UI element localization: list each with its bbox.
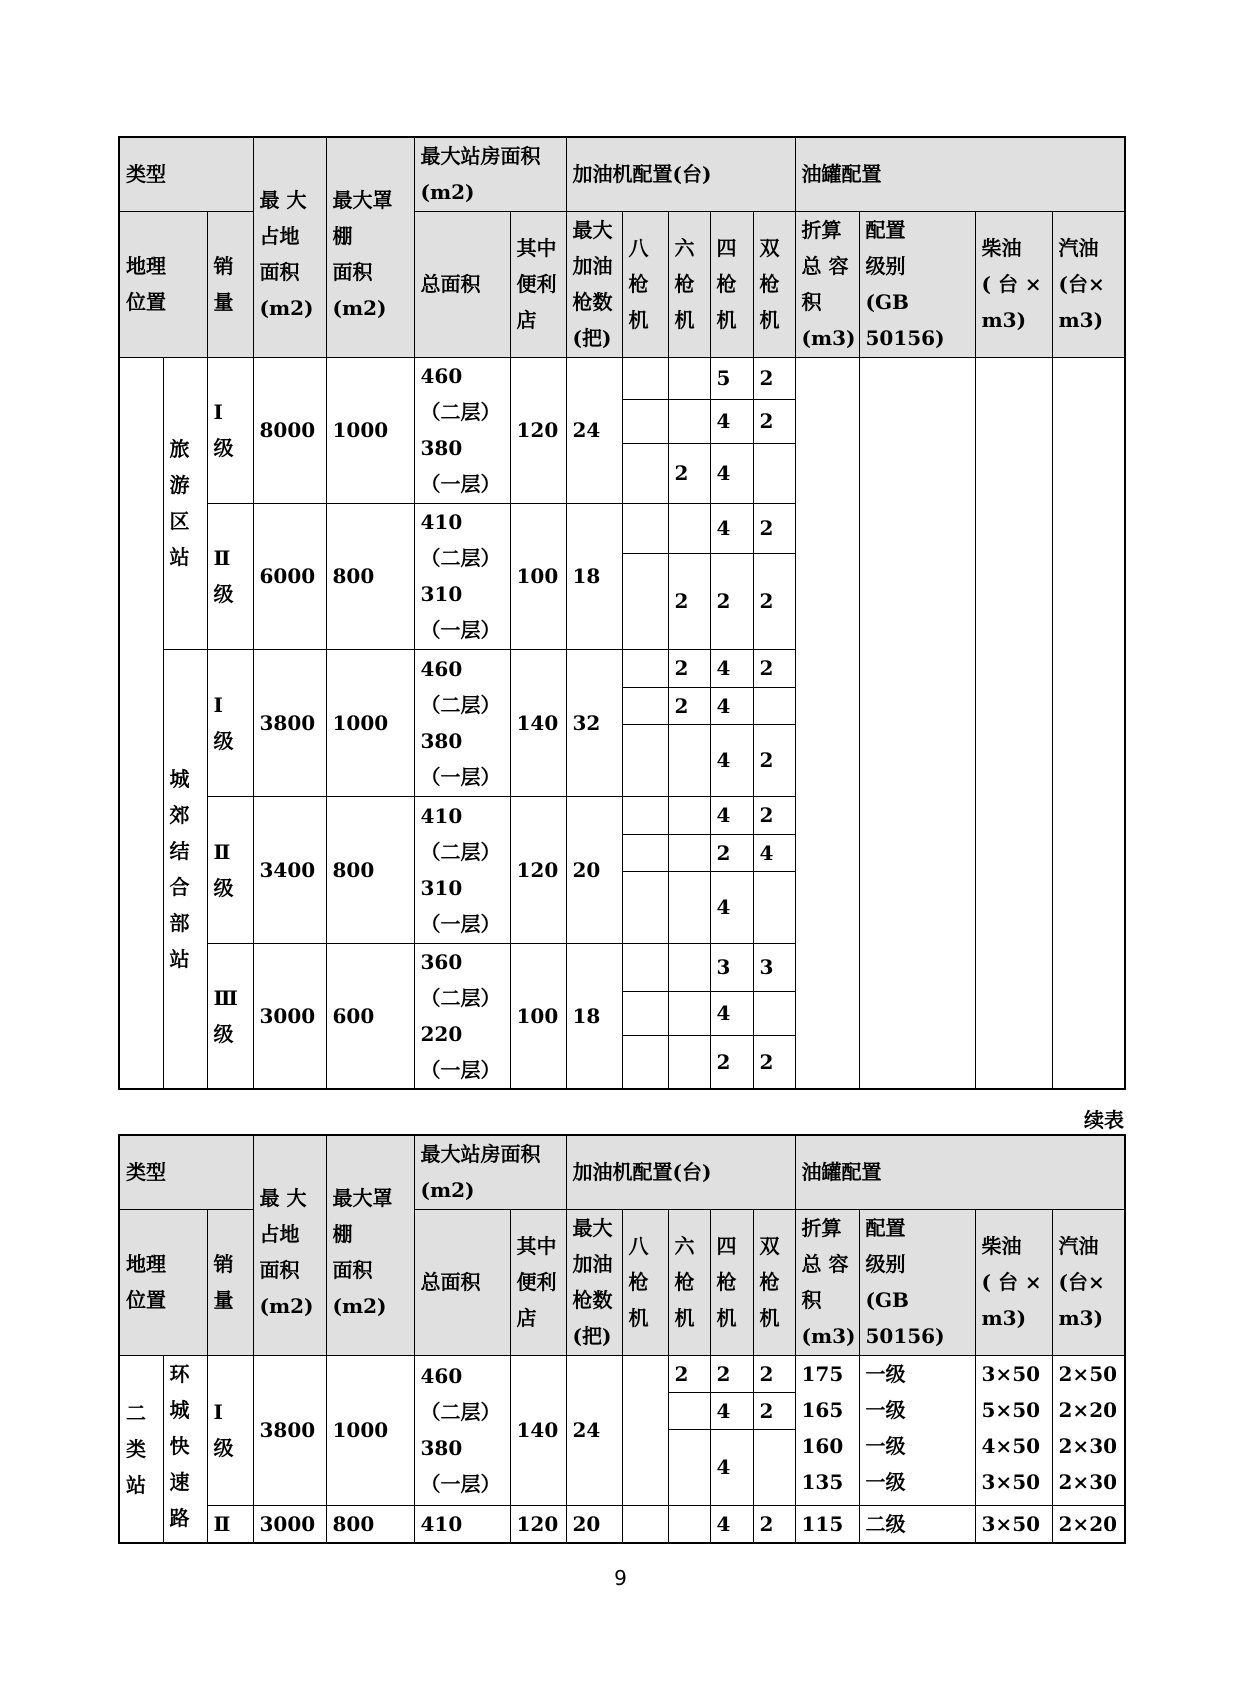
area-cell: 410 （二层） 310 （一层） — [414, 503, 510, 649]
area-cell: 460 （二层） 380 （一层） — [414, 1355, 510, 1505]
area-cell: 460 （二层） 380 （一层） — [414, 357, 510, 503]
six-cell — [668, 1505, 710, 1543]
four-cell: 4 — [710, 687, 753, 724]
six-cell — [668, 724, 710, 796]
header-grade: 配置 级别 (GB 50156) — [859, 211, 975, 357]
eight-cell — [622, 357, 668, 399]
four-cell: 4 — [710, 503, 753, 553]
eight-cell — [622, 724, 668, 796]
guns-cell: 24 — [566, 357, 622, 503]
header-max-canopy: 最大罩 棚 面积 (m2) — [326, 137, 414, 357]
two-cell: 2 — [753, 553, 795, 649]
header-max-land: 最 大 占地 面积 (m2) — [253, 137, 326, 357]
road-cell: 环 城 快 速 路 — [163, 1355, 207, 1543]
land-cell: 3000 — [253, 943, 326, 1089]
header-conv-volume: 折算 总 容 积 (m3) — [795, 1209, 859, 1355]
eight-cell — [622, 649, 668, 687]
six-cell — [668, 1429, 710, 1505]
four-cell: 4 — [710, 1392, 753, 1429]
eight-cell — [622, 871, 668, 943]
canopy-cell: 1000 — [326, 1355, 414, 1505]
four-cell: 2 — [710, 834, 753, 871]
two-cell: 2 — [753, 1035, 795, 1089]
two-cell — [753, 991, 795, 1035]
header-eight-gun: 八 枪 机 — [622, 211, 668, 357]
four-cell: 4 — [710, 871, 753, 943]
store-cell: 120 — [510, 796, 566, 943]
six-cell — [668, 834, 710, 871]
area-cell: 410 （二层） 310 （一层） — [414, 796, 510, 943]
header-location: 地理 位置 — [119, 1209, 207, 1355]
six-cell — [668, 991, 710, 1035]
header-store: 其中 便利 店 — [510, 211, 566, 357]
canopy-cell: 1000 — [326, 357, 414, 503]
header-station-area: 最大站房面积 (m2) — [414, 1135, 566, 1209]
guns-cell: 32 — [566, 649, 622, 796]
four-cell: 4 — [710, 991, 753, 1035]
six-cell: 2 — [668, 1355, 710, 1392]
header-tank: 油罐配置 — [795, 137, 1125, 211]
grade-cell — [859, 357, 975, 1089]
eight-cell — [622, 399, 668, 443]
eight-cell — [622, 796, 668, 834]
header-gasoline: 汽油 (台× m3) — [1052, 1209, 1125, 1355]
grade-cell: 二级 — [859, 1505, 975, 1543]
class-cell — [119, 357, 163, 1089]
header-two-gun: 双 枪 机 — [753, 211, 795, 357]
two-cell: 2 — [753, 399, 795, 443]
six-cell — [668, 943, 710, 991]
guns-cell: 20 — [566, 1505, 622, 1543]
six-cell — [668, 399, 710, 443]
two-cell: 2 — [753, 357, 795, 399]
header-six-gun: 六 枪 机 — [668, 1209, 710, 1355]
canopy-cell: 800 — [326, 1505, 414, 1543]
six-cell — [668, 796, 710, 834]
six-cell: 2 — [668, 553, 710, 649]
main-table — [118, 136, 1126, 1090]
four-cell: 2 — [710, 1355, 753, 1392]
six-cell — [668, 1392, 710, 1429]
header-total-area: 总面积 — [414, 211, 510, 357]
two-cell: 2 — [753, 796, 795, 834]
store-cell: 120 — [510, 1505, 566, 1543]
four-cell: 4 — [710, 649, 753, 687]
area-cell: 360 （二层） 220 （一层） — [414, 943, 510, 1089]
header-location: 地理 位置 — [119, 211, 207, 357]
gas-cell: 2×50 2×20 2×30 2×30 — [1052, 1355, 1125, 1505]
diesel-cell: 3×50 — [975, 1505, 1052, 1543]
area-cell: 410 — [414, 1505, 510, 1543]
land-cell: 3800 — [253, 1355, 326, 1505]
six-cell: 2 — [668, 443, 710, 503]
continued-label: 续表 — [1084, 1108, 1124, 1132]
header-two-gun: 双 枪 机 — [753, 1209, 795, 1355]
conv-cell: 115 — [795, 1505, 859, 1543]
store-cell: 100 — [510, 503, 566, 649]
two-cell: 2 — [753, 503, 795, 553]
canopy-cell: 1000 — [326, 649, 414, 796]
level-cell: Ⅲ 级 — [207, 943, 253, 1089]
store-cell: 100 — [510, 943, 566, 1089]
area-cell: 460 （二层） 380 （一层） — [414, 649, 510, 796]
two-cell: 3 — [753, 943, 795, 991]
conv-cell — [795, 357, 859, 1089]
two-cell: 2 — [753, 724, 795, 796]
four-cell: 2 — [710, 1035, 753, 1089]
gas-cell — [1052, 357, 1125, 1089]
four-cell: 5 — [710, 357, 753, 399]
guns-cell: 18 — [566, 503, 622, 649]
four-cell: 4 — [710, 399, 753, 443]
eight-cell — [622, 553, 668, 649]
header-conv-volume: 折算 总 容 积 (m3) — [795, 211, 859, 357]
canopy-cell: 800 — [326, 796, 414, 943]
four-cell: 4 — [710, 1429, 753, 1505]
eight-cell — [622, 503, 668, 553]
two-cell: 2 — [753, 649, 795, 687]
header-station-area: 最大站房面积 (m2) — [414, 137, 566, 211]
eight-cell — [622, 834, 668, 871]
two-cell — [753, 871, 795, 943]
header-four-gun: 四 枪 机 — [710, 1209, 753, 1355]
four-cell: 4 — [710, 724, 753, 796]
header-max-guns: 最大 加油 枪数 (把) — [566, 1209, 622, 1355]
six-cell — [668, 1035, 710, 1089]
level-cell: I 级 — [207, 1355, 253, 1505]
four-cell: 3 — [710, 943, 753, 991]
four-cell: 4 — [710, 443, 753, 503]
class-two-cell: 二 类 站 — [119, 1355, 163, 1543]
group-suburban: 城 郊 结 合 部 站 — [163, 649, 207, 1089]
header-total-area: 总面积 — [414, 1209, 510, 1355]
gas-cell: 2×20 — [1052, 1505, 1125, 1543]
six-cell — [668, 871, 710, 943]
six-cell — [668, 503, 710, 553]
header-dispenser: 加油机配置(台) — [566, 137, 795, 211]
header-eight-gun: 八 枪 机 — [622, 1209, 668, 1355]
eight-cell — [622, 991, 668, 1035]
diesel-cell — [975, 357, 1052, 1089]
store-cell: 120 — [510, 357, 566, 503]
header-diesel: 柴油 ( 台 × m3) — [975, 1209, 1052, 1355]
store-cell: 140 — [510, 1355, 566, 1505]
header-max-land: 最 大 占地 面积 (m2) — [253, 1135, 326, 1355]
two-cell: 2 — [753, 1392, 795, 1429]
four-cell: 2 — [710, 553, 753, 649]
two-cell: 2 — [753, 1505, 795, 1543]
six-cell: 2 — [668, 649, 710, 687]
two-cell — [753, 443, 795, 503]
level-cell: Ⅱ 级 — [207, 796, 253, 943]
header-type: 类型 — [119, 1135, 253, 1209]
guns-cell: 20 — [566, 796, 622, 943]
eight-cell — [622, 443, 668, 503]
land-cell: 3800 — [253, 649, 326, 796]
canopy-cell: 600 — [326, 943, 414, 1089]
header-six-gun: 六 枪 机 — [668, 211, 710, 357]
eight-cell — [622, 943, 668, 991]
land-cell: 6000 — [253, 503, 326, 649]
header-diesel: 柴油 ( 台 × m3) — [975, 211, 1052, 357]
header-max-guns: 最大 加油 枪数 (把) — [566, 211, 622, 357]
header-gasoline: 汽油 (台× m3) — [1052, 211, 1125, 357]
land-cell: 3400 — [253, 796, 326, 943]
header-volume: 销 量 — [207, 1209, 253, 1355]
header-max-canopy: 最大罩 棚 面积 (m2) — [326, 1135, 414, 1355]
header-four-gun: 四 枪 机 — [710, 211, 753, 357]
level-cell: I 级 — [207, 357, 253, 503]
page-number: 9 — [614, 1566, 627, 1590]
four-cell: 4 — [710, 796, 753, 834]
two-cell: 4 — [753, 834, 795, 871]
two-cell: 2 — [753, 1355, 795, 1392]
land-cell: 3000 — [253, 1505, 326, 1543]
land-cell: 8000 — [253, 357, 326, 503]
diesel-cell: 3×50 5×50 4×50 3×50 — [975, 1355, 1052, 1505]
header-grade: 配置 级别 (GB 50156) — [859, 1209, 975, 1355]
header-store: 其中 便利 店 — [510, 1209, 566, 1355]
grade-cell: 一级 一级 一级 一级 — [859, 1355, 975, 1505]
continued-table — [118, 1134, 1126, 1544]
group-tourist: 旅 游 区 站 — [163, 357, 207, 649]
header-volume: 销 量 — [207, 211, 253, 357]
eight-cell — [622, 1355, 668, 1505]
level-cell: I 级 — [207, 649, 253, 796]
eight-cell — [622, 687, 668, 724]
header-type: 类型 — [119, 137, 253, 211]
conv-cell: 175 165 160 135 — [795, 1355, 859, 1505]
guns-cell: 24 — [566, 1355, 622, 1505]
header-tank: 油罐配置 — [795, 1135, 1125, 1209]
level-cell: Ⅱ 级 — [207, 503, 253, 649]
two-cell — [753, 1429, 795, 1505]
four-cell: 4 — [710, 1505, 753, 1543]
six-cell — [668, 357, 710, 399]
two-cell — [753, 687, 795, 724]
store-cell: 140 — [510, 649, 566, 796]
eight-cell — [622, 1505, 668, 1543]
header-dispenser: 加油机配置(台) — [566, 1135, 795, 1209]
guns-cell: 18 — [566, 943, 622, 1089]
level-cell: Ⅱ — [207, 1505, 253, 1543]
canopy-cell: 800 — [326, 503, 414, 649]
eight-cell — [622, 1035, 668, 1089]
six-cell: 2 — [668, 687, 710, 724]
